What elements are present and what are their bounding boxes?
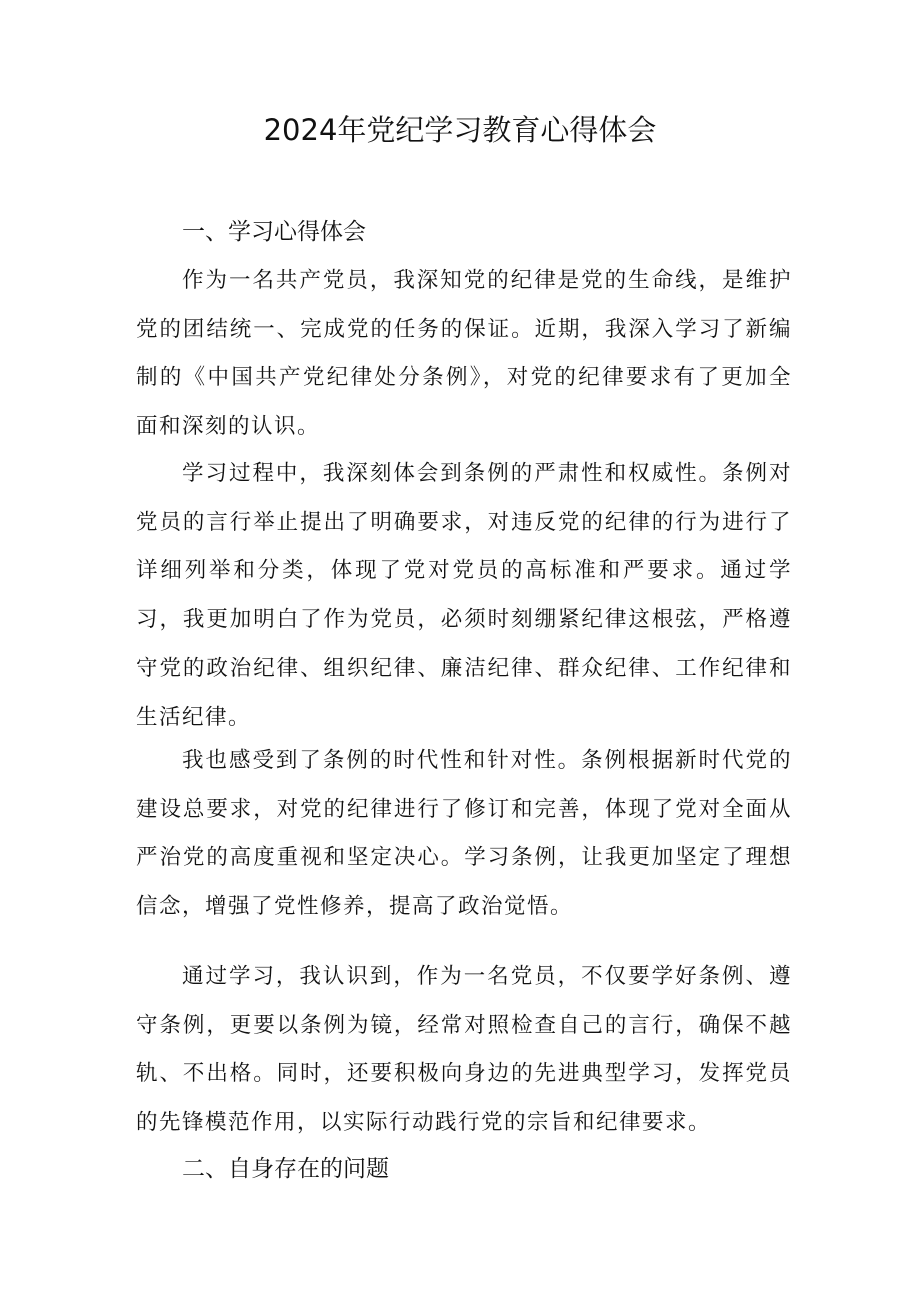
paragraph: 我也感受到了条例的时代性和针对性。条例根据新时代党的建设总要求，对党的纪律进行了修订和完善，体现了党对全面从严治党的高度重视和坚定决心。学习条例，让我更加坚定了理想信念，增强了党性修养，提高了政治觉悟。 (136, 748, 792, 920)
document-title: 2024年党纪学习教育心得体会 (263, 113, 657, 147)
paragraph: 通过学习，我认识到，作为一名党员，不仅要学好条例、遵守条例，更要以条例为镜，经常对照检查自己的言行，确保不越轨、不出格。同时，还要积极向身边的先进典型学习，发挥党员的先锋模范作用，以实际行动践行党的宗旨和纪律要求。 (136, 964, 792, 1136)
paragraph: 学习过程中，我深刻体会到条例的严肃性和权威性。条例对党员的言行举止提出了明确要求，对违反党的纪律的行为进行了详细列举和分类，体现了党对党员的高标准和严要求。通过学习，我更加明白了作为党员，必须时刻绷紧纪律这根弦，严格遵守党的政治纪律、组织纪律、廉洁纪律、群众纪律、工作纪律和生活纪律。 (136, 461, 792, 730)
section-heading-learning: 一、学习心得体会 (182, 219, 366, 245)
section-heading-problems: 二、自身存在的问题 (182, 1156, 389, 1182)
paragraph: 作为一名共产党员，我深知党的纪律是党的生命线，是维护党的团结统一、完成党的任务的保证。近期，我深入学习了新编制的《中国共产党纪律处分条例》，对党的纪律要求有了更加全面和深刻的认识。 (136, 268, 792, 440)
